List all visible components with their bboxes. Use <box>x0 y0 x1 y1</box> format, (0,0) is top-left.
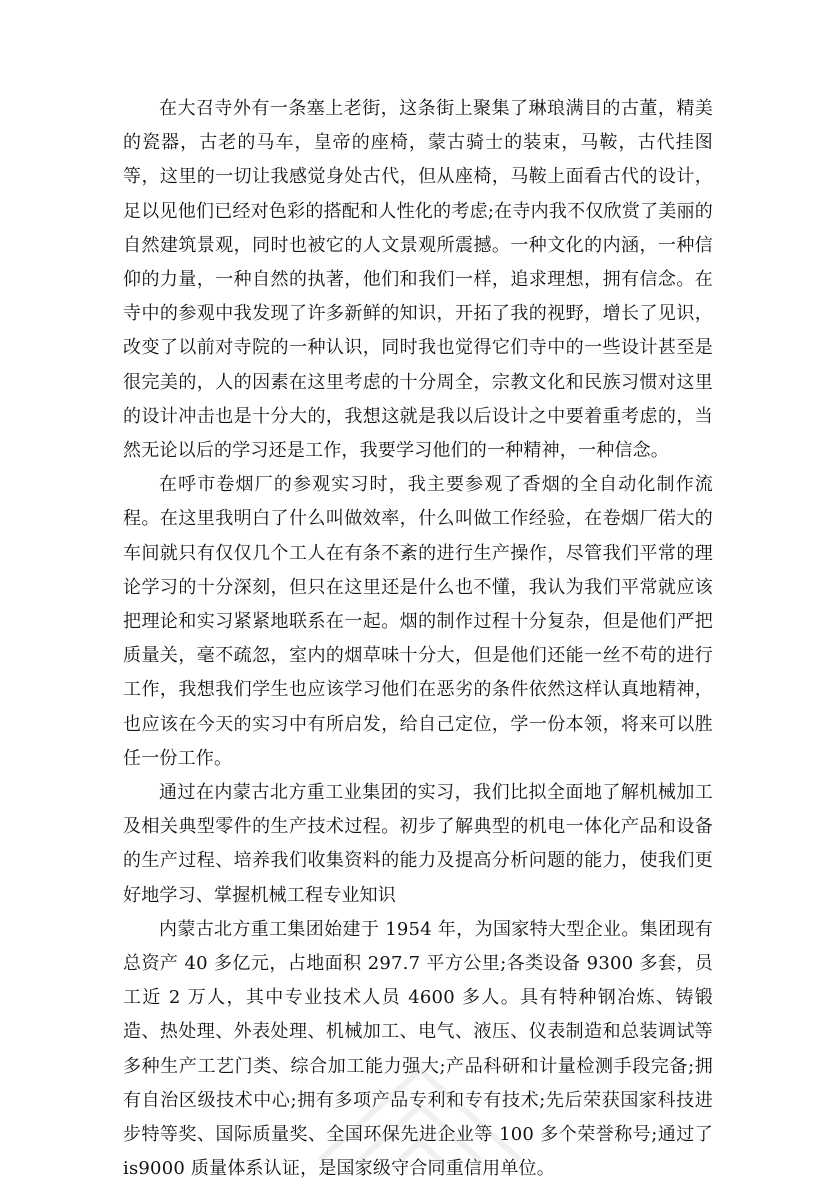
document-body <box>123 92 713 1187</box>
paragraph-northern-heavy-industry-internship: 通过在内蒙古北方重工业集团的实习，我们比拟全面地了解机械加工及相关典型零件的生产技术过程。初步了解典型的机电一体化产品和设备的生产过程、培养我们收集资料的能力及提高分析问题的能力，使我们更好地学习、掌握机械工程专业知识 <box>123 782 713 906</box>
paragraph-dazhao-temple: 在大召寺外有一条塞上老街，这条街上聚集了琳琅满目的古董，精美的瓷器，古老的马车，皇帝的座椅，蒙古骑士的装束，马鞍，古代挂图等，这里的一切让我感觉身处古代，但从座椅，马鞍上面看古代的设计，足以见他们已经对色彩的搭配和人性化的考虑;在寺内我不仅欣赏了美丽的自然建筑景观，同时也被它的人文景观所震撼。一种文化的内涵，一种信仰的力量，一种自然的执著，他们和我们一样，追求理想，拥有信念。在寺中的参观中我发现了许多新鲜的知识，开拓了我的视野，增长了见识，改变了以前对寺院的一种认识，同时我也觉得它们寺中的一些设计甚至是很完美的，人的因素在这里考虑的十分周全，宗教文化和民族习惯对这里的设计冲击也是十分大的，我想这就是我以后设计之中要着重考虑的，当然无论以后的学习还是工作，我要学习他们的一种精神，一种信念。 <box>123 98 713 462</box>
paragraph-northern-heavy-industry-profile: 内蒙古北方重工集团始建于 1954 年，为国家特大型企业。集团现有总资产 40 多亿元，占地面积 297.7 平方公里;各类设备 9300 多套，员工近 2 万人，其中专业技术人员 4600 多人。具有特种钢冶炼、铸锻造、热处理、外表处理、机械加工、电气、液压、仪表制造和总装调试等多种生产工艺门类、综合加工能力强大;产品科研和计量检测手段完备;拥有自治区级技术中心;拥有多项产品专利和专有技术;先后荣获国家科技进步特等奖、国际质量奖、全国环保先进企业等 100 多个荣誉称号;通过了 is9000 质量体系认证，是国家级守合同重信用单位。 <box>123 918 713 1180</box>
paragraph-cigarette-factory: 在呼市卷烟厂的参观实习时，我主要参观了香烟的全自动化制作流程。在这里我明白了什么叫做效率，什么叫做工作经验，在卷烟厂偌大的车间就只有仅仅几个工人在有条不紊的进行生产操作，尽管我们平常的理论学习的十分深刻，但只在这里还是什么也不懂，我认为我们平常就应该把理论和实习紧紧地联系在一起。烟的制作过程十分复杂，但是他们严把质量关，毫不疏忽，室内的烟草味十分大，但是他们还能一丝不苟的进行工作，我想我们学生也应该学习他们在恶劣的条件依然这样认真地精神，也应该在今天的实习中有所启发，给自己定位，学一份本领，将来可以胜任一份工作。 <box>123 474 713 769</box>
watermark-logo <box>300 1040 560 1170</box>
